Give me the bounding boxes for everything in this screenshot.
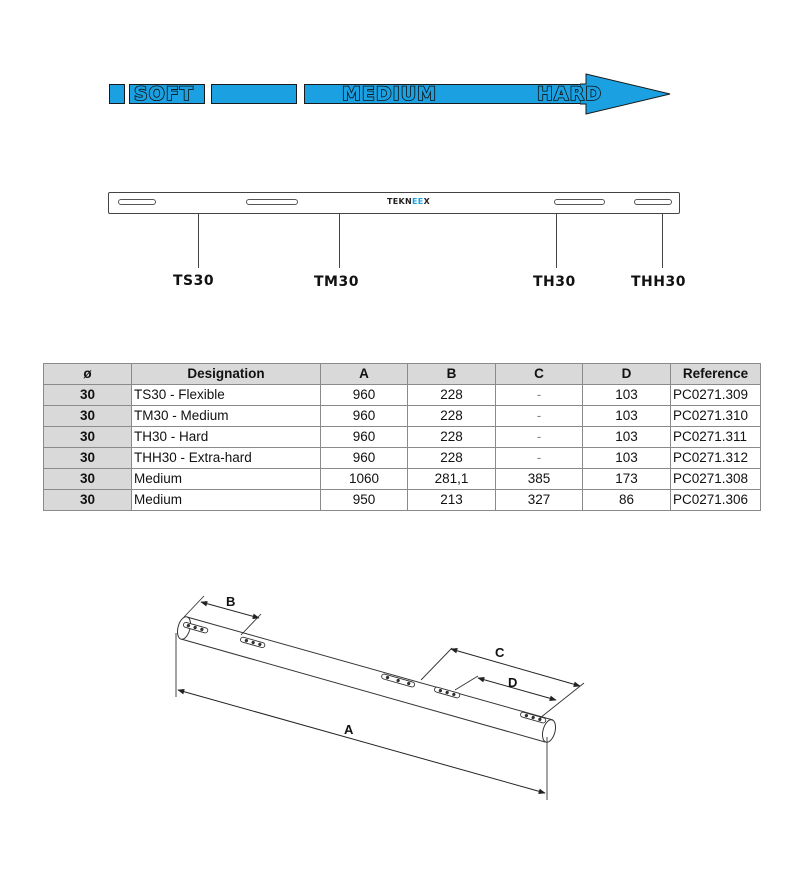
- cell-b: 281,1: [408, 469, 496, 490]
- dimension-drawing: [0, 560, 800, 882]
- bar-slot: [634, 199, 672, 205]
- leader-line: [556, 214, 557, 268]
- cell-d: 173: [583, 469, 671, 490]
- tube: [175, 615, 558, 743]
- tube-top-edge: [187, 617, 553, 720]
- leader-line: [662, 214, 663, 268]
- cell-d: 103: [583, 385, 671, 406]
- table-row: [44, 448, 761, 469]
- cell-d: 103: [583, 427, 671, 448]
- column-header: A: [321, 364, 408, 385]
- cell-c: -: [496, 385, 583, 406]
- extension-lines: [176, 596, 584, 800]
- label-ts30: TS30: [173, 273, 215, 289]
- scale-label-soft: SOFT: [134, 83, 194, 105]
- dimension-a-line: [178, 690, 545, 793]
- leader-line: [339, 214, 340, 268]
- cell-diameter: 30: [44, 448, 132, 469]
- scale-segment: [109, 84, 125, 104]
- cell-diameter: 30: [44, 385, 132, 406]
- table-row: [44, 490, 761, 511]
- cell-designation: Medium: [132, 469, 321, 490]
- cell-reference: PC0271.308: [671, 469, 761, 490]
- cell-reference: PC0271.311: [671, 427, 761, 448]
- cell-diameter: 30: [44, 490, 132, 511]
- label-thh30: THH30: [631, 274, 686, 290]
- cell-d: 103: [583, 448, 671, 469]
- table-row: [44, 385, 761, 406]
- cell-designation: Medium: [132, 490, 321, 511]
- spec-table: [43, 363, 761, 511]
- cell-designation: TH30 - Hard: [132, 427, 321, 448]
- column-header: Reference: [671, 364, 761, 385]
- cell-d: 103: [583, 406, 671, 427]
- cell-reference: PC0271.309: [671, 385, 761, 406]
- bar-slot: [554, 199, 605, 205]
- column-header: ø: [44, 364, 132, 385]
- cell-a: 1060: [321, 469, 408, 490]
- bar-slot: [246, 199, 298, 205]
- dimension-d-label: D: [508, 675, 518, 690]
- table-row: [44, 406, 761, 427]
- cell-b: 228: [408, 448, 496, 469]
- leader-line: [198, 214, 199, 268]
- cell-b: 213: [408, 490, 496, 511]
- logo-text: X: [423, 197, 431, 206]
- cell-a: 960: [321, 427, 408, 448]
- cell-a: 960: [321, 385, 408, 406]
- logo-text: TEKN: [387, 197, 413, 206]
- cell-a: 960: [321, 406, 408, 427]
- dimension-b-label: B: [226, 594, 236, 609]
- table-row: [44, 469, 761, 490]
- tube-slots: [183, 622, 546, 724]
- cell-c: -: [496, 427, 583, 448]
- cell-designation: TS30 - Flexible: [132, 385, 321, 406]
- cell-b: 228: [408, 385, 496, 406]
- cell-reference: PC0271.310: [671, 406, 761, 427]
- table-header-row: [44, 364, 761, 385]
- tube-slot: [434, 687, 460, 699]
- tube-slot: [520, 712, 546, 724]
- cell-reference: PC0271.312: [671, 448, 761, 469]
- cell-diameter: 30: [44, 427, 132, 448]
- brand-logo: [387, 197, 430, 206]
- label-th30: TH30: [533, 274, 576, 290]
- tube-slot: [381, 674, 415, 688]
- scale-segment: [211, 84, 297, 104]
- cell-diameter: 30: [44, 406, 132, 427]
- cell-designation: TM30 - Medium: [132, 406, 321, 427]
- cell-reference: PC0271.306: [671, 490, 761, 511]
- cell-c: -: [496, 406, 583, 427]
- table-row: [44, 427, 761, 448]
- dimension-a-label: A: [344, 722, 354, 737]
- bar-slot: [118, 199, 156, 205]
- tube-bottom-edge: [181, 639, 545, 742]
- dimension-c-label: C: [495, 645, 505, 660]
- column-header: D: [583, 364, 671, 385]
- column-header: C: [496, 364, 583, 385]
- cell-a: 960: [321, 448, 408, 469]
- cell-a: 950: [321, 490, 408, 511]
- column-header: B: [408, 364, 496, 385]
- dimension-lines: [178, 602, 580, 793]
- cell-c: -: [496, 448, 583, 469]
- cell-c: 385: [496, 469, 583, 490]
- logo-highlight: EE: [412, 197, 424, 206]
- cell-c: 327: [496, 490, 583, 511]
- scale-label-hard: HARD: [537, 83, 603, 105]
- cell-b: 228: [408, 427, 496, 448]
- cell-b: 228: [408, 406, 496, 427]
- cell-designation: THH30 - Extra-hard: [132, 448, 321, 469]
- label-tm30: TM30: [314, 274, 359, 290]
- scale-label-medium: MEDIUM: [342, 83, 438, 105]
- cell-diameter: 30: [44, 469, 132, 490]
- column-header: Designation: [132, 364, 321, 385]
- cell-d: 86: [583, 490, 671, 511]
